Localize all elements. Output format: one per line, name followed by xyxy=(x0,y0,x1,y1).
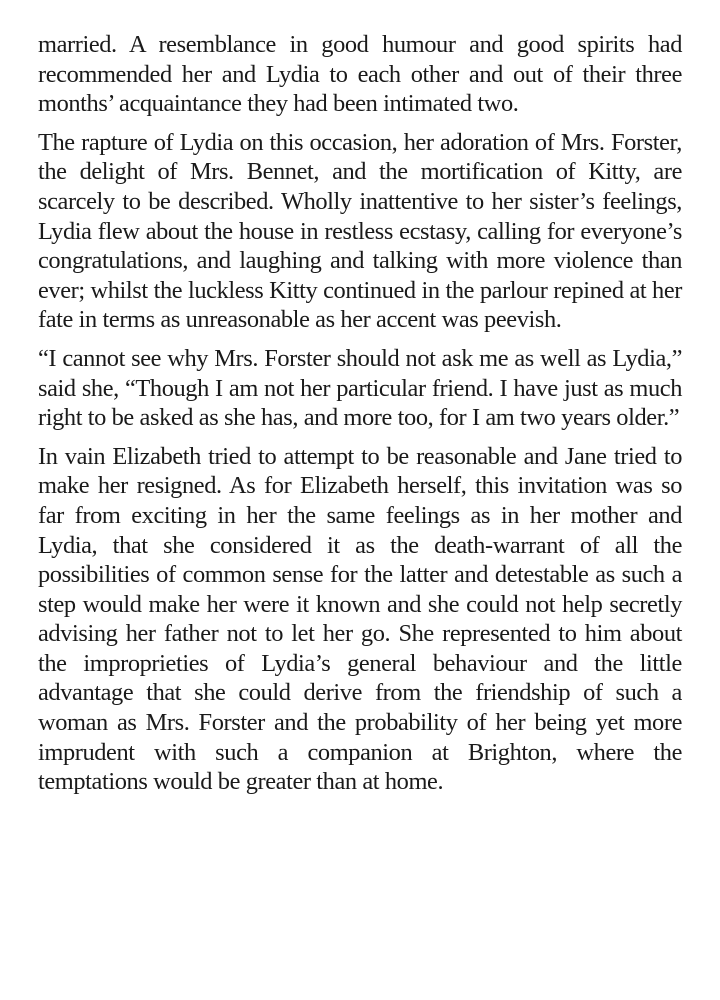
paragraph-1: married. A resemblance in good humour and good spirits had recommended her and Lydia to each other and out of their three months’ acquaintance they had been intimated two. xyxy=(38,31,682,118)
paragraph-4: In vain Elizabeth tried to attempt to be reasonable and Jane tried to make her resigned. As for Elizabeth herself, this invitation was so far from exciting in her the same feelings as in her mother and Lydia, that she considered it as the death-warrant of all the possibilities of common sense for the latter and detestable as such a step would make her were it known and she could not help secretly advising her father not to let her go. She represented to him about the improprieties of Lydia’s general behaviour and the little advantage that she could derive from the friendship of such a woman as Mrs. Forster and the probability of her being yet more imprudent with such a companion at Brighton, where the temptations would be greater than at home. xyxy=(38,442,682,796)
paragraph-3: “I cannot see why Mrs. Forster should not ask me as well as Lydia,” said she, “Though I am not her particular friend. I have just as much right to be asked as she has, and more too, for I am two years older.” xyxy=(38,344,682,432)
paragraph-2: The rapture of Lydia on this occasion, her adoration of Mrs. Forster, the delight of Mrs. Bennet, and the mortification of Kitty, are scarcely to be described. Wholly inattentive to her sister’s feelings, Lydia flew about the house in restless ecstasy, calling for everyone’s congratulations, and laughing and talking with more violence than ever; whilst the luckless Kitty continued in the parlour repined at her fate in terms as unreasonable as her accent was peevish. xyxy=(38,128,682,334)
